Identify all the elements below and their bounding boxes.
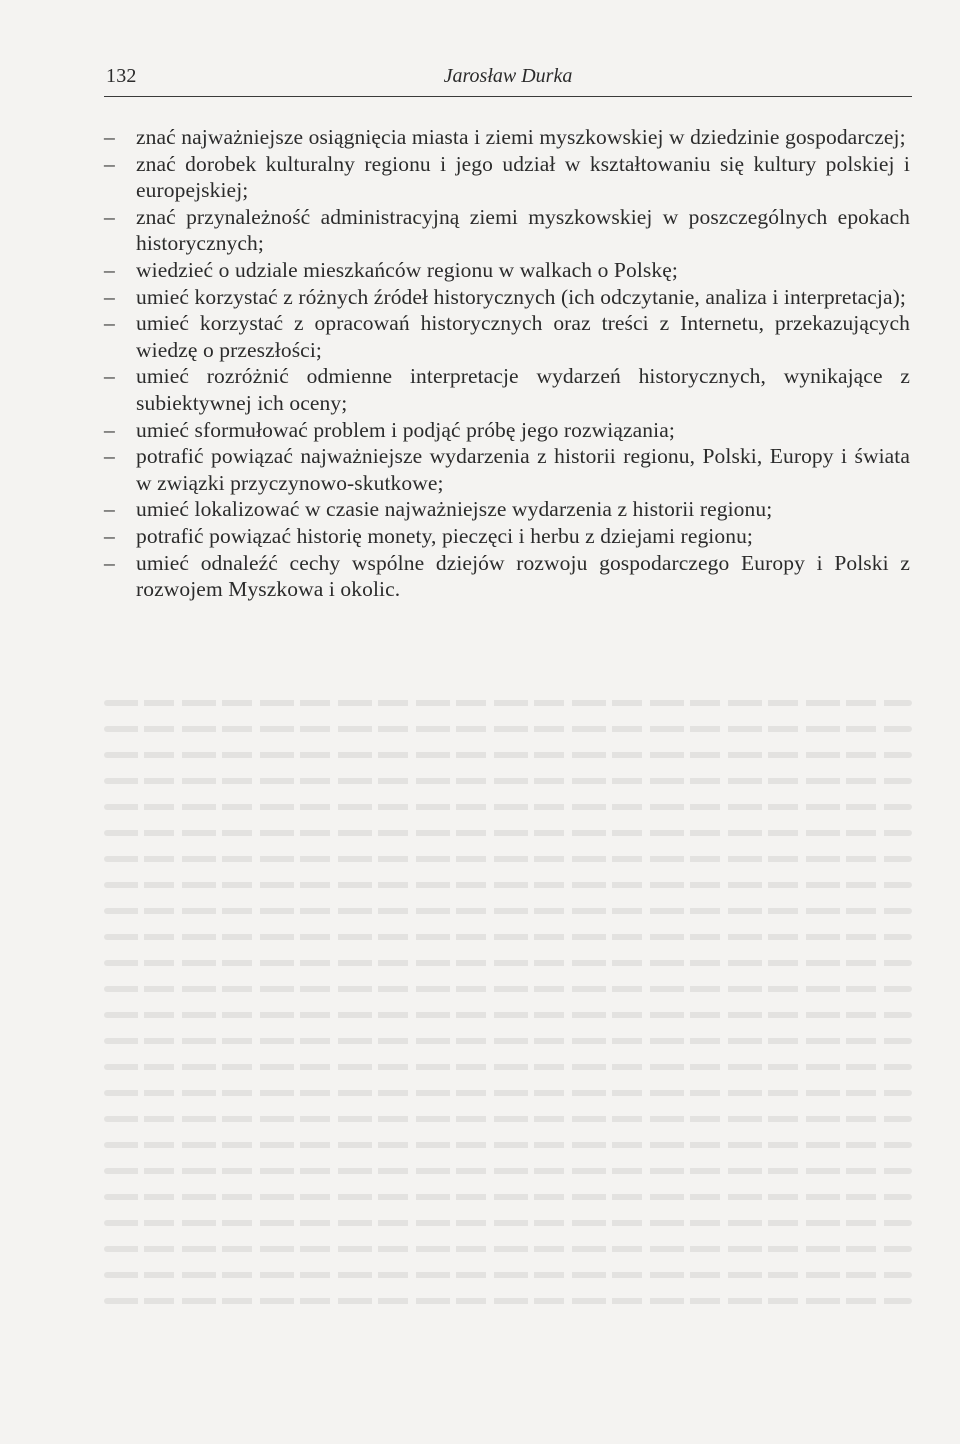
list-dash: – bbox=[104, 364, 115, 389]
list-item bbox=[104, 124, 910, 151]
list-item-text: potrafić powiązać najważniejsze wydarzenia z historii regionu, Polski, Europy i świata w związki przyczynowo-skutkowe; bbox=[136, 444, 910, 495]
list-dash: – bbox=[104, 497, 115, 522]
list-item bbox=[104, 550, 910, 603]
list-item-text: umieć sformułować problem i podjąć próbę jego rozwiązania; bbox=[136, 417, 675, 442]
list-dash: – bbox=[104, 257, 115, 282]
list-dash: – bbox=[104, 151, 115, 176]
list-dash: – bbox=[104, 204, 115, 229]
list-dash: – bbox=[104, 550, 115, 575]
list-item bbox=[104, 363, 910, 416]
list-item-text: potrafić powiązać historię monety, pieczęci i herbu z dziejami regionu; bbox=[136, 523, 754, 548]
page-header bbox=[104, 62, 912, 97]
list-item bbox=[104, 496, 910, 523]
list-item-text: umieć korzystać z opracowań historycznych oraz treści z Internetu, przekazujących wiedzę o przeszłości; bbox=[136, 311, 910, 362]
list-item bbox=[104, 204, 910, 257]
list-item bbox=[104, 151, 910, 204]
list-item-text: znać najważniejsze osiągnięcia miasta i ziemi myszkowskiej w dziedzinie gospodarczej; bbox=[136, 125, 906, 149]
list-item-text: znać dorobek kulturalny regionu i jego udział w kształtowaniu się kultury polskiej i europejskiej; bbox=[136, 151, 910, 203]
list-dash: – bbox=[104, 125, 115, 149]
list-item-text: wiedzieć o udziale mieszkańców regionu w walkach o Polskę; bbox=[136, 257, 678, 282]
list-item-text: umieć lokalizować w czasie najważniejsze wydarzenia z historii regionu; bbox=[136, 497, 773, 522]
list-dash: – bbox=[104, 311, 115, 336]
list-item-text: umieć rozróżnić odmienne interpretacje wydarzeń historycznych, wynikające z subiektywnej ich oceny; bbox=[136, 364, 910, 415]
list-item bbox=[104, 523, 910, 550]
list-item-text: umieć korzystać z różnych źródeł historycznych (ich odczytanie, analiza i interpretacja); bbox=[136, 284, 906, 309]
list-item-text: umieć odnaleźć cechy wspólne dziejów rozwoju gospodarczego Europy i Polski z rozwojem Myszkowa i okolic. bbox=[136, 550, 910, 602]
list-item bbox=[104, 443, 910, 496]
page-number: 132 bbox=[106, 65, 137, 87]
show-through-from-reverse-page bbox=[104, 680, 912, 1320]
list-dash: – bbox=[104, 417, 115, 442]
list-item-text: znać przynależność administracyjną ziemi myszkowskiej w poszczególnych epokach historycznych; bbox=[136, 204, 910, 256]
list-dash: – bbox=[104, 523, 115, 548]
list-dash: – bbox=[104, 284, 115, 309]
list-item bbox=[104, 310, 910, 363]
objectives-list bbox=[104, 124, 910, 603]
running-head-author: Jarosław Durka bbox=[443, 65, 573, 87]
list-item bbox=[104, 257, 910, 284]
list-dash: – bbox=[104, 444, 115, 469]
list-item bbox=[104, 284, 910, 311]
list-item bbox=[104, 417, 910, 444]
